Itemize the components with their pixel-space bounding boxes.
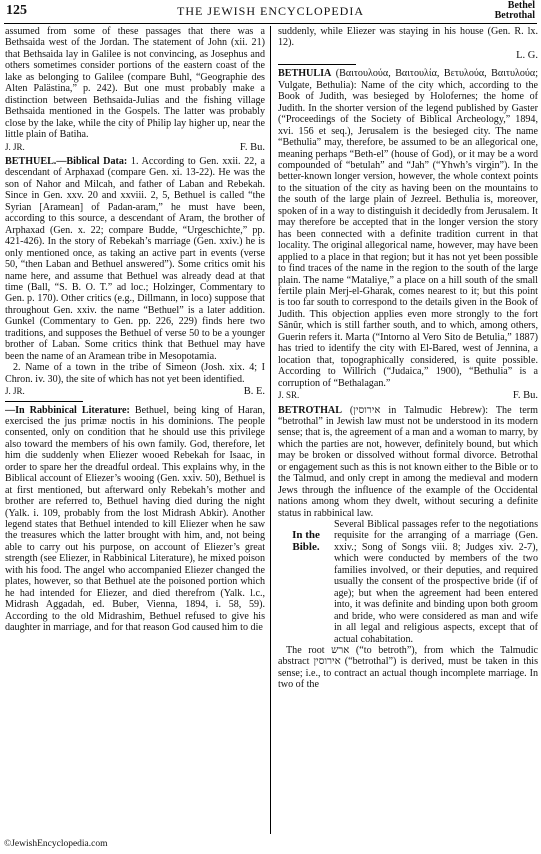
left-column [5, 26, 265, 834]
running-title: THE JEWISH ENCYCLOPEDIA [177, 4, 364, 18]
signature-left: J. SR. [278, 390, 300, 401]
betrothal-entry [278, 405, 538, 520]
signature-right: F. Bu. [512, 390, 538, 402]
signature-left: J. JR. [5, 141, 25, 152]
running-head-last-word: Betrothal [494, 10, 535, 21]
headword-betrothal: BETROTHAL [278, 404, 342, 416]
column-divider [270, 26, 271, 834]
signature-right: L. G. [516, 49, 538, 61]
signature-line [5, 142, 265, 153]
section-separator [278, 64, 356, 65]
headword-bethuel: BETHUEL. [5, 155, 57, 167]
copyright-footer: ©JewishEncyclopedia.com [4, 839, 108, 849]
bethsaida-continuation: assumed from some of these passages that there was a Bethsaida west of the Jordan. The statement of John (xii. 21) that Bethsaida lay in Galilee is not convincing, as Josephus and others sometimes consider portions of the eastern coast of the lake as belonging to Galilee (compare Buhl, “Geographie des Alten Palästina,” p. 242). But one must probably make a distinction between Bethsaida-Julias and the fishing village Bethsaida mentioned in the Gospels. The latter was probably close by the lake, while the city of Philip lay higher up, near the little plain of Batiha. [5, 26, 265, 141]
bethuel-entry [5, 156, 265, 362]
betrothal-paragraph-3: The root ארש (“to betroth”), from which the Talmudic abstract אירוסין (“betrothal”) is derived, must be taken in this sense; i.e., to contract an actual though incomplete marriage. In two of the [278, 645, 538, 691]
bethulia-entry [278, 68, 538, 389]
signature-line [5, 386, 265, 397]
subheading-rabbinical: —In Rabbinical Literature: [5, 404, 130, 416]
bethulia-text: (Βαιτουλούα, Βαιτουλία, Βετυλούα, Βαιτυλούα; Vulgate, Bethulia): Name of the city which, according to the Book of Judith, was besieged by Holofernes; the home of Judith. In the shorter version of the legend published by Gaster (“Proceedings of the Society of Biblical Archeology,” 1894, xvi. 156 et seq.), Jerusalem is the besieged city. The name “Bethulia” may, therefore, be assumed to be an allegorical one, meaning perhaps “Beth-el” (house of God), or it may be a word compounded of “betulah” and “Jah” (“Yhwh’s virgin”). In the better-known longer version, however, the whole context points to the situation of the city as having been on the mountains to the south of the large plain of Jezreel. Bethulia is, moreover, spoken of in a way to distinguish it decidedly from Jerusalem. It may therefore be accepted that in the longer version the story has been connected with a definite tradition current in that locality. The original allegorical name, however, may have been applied to a place in that region; but it has not yet been possible to find traces of the name in the region to the south of the large plain. The name “Mataliye,” a place on a hill south of the small fertile plain Merj-el-Gharak, comes nearest to it; but this point is too far south to correspond to the details given in the Book of Judith. This objection applies even more strongly to the fort Sânûr, which is still farther south, and to which, among others, Guerin refers it. Marta (“Intorno al Vero Sito de Betulia,” 1887) has tried to identify the city with El-Bared, west of Jennina, a location that, topographically considered, is quite possible. According to Willrich (“Judaica,” 1900), “Bethulia” is a corruption of “Bethalagan.” [278, 68, 538, 389]
rabbinical-text: Bethuel, being king of Haran, exercised the jus primæ noctis in his dominions. The people consented, only on condition that he should use this privilege also toward the members of his own family. God, therefore, let him die suddenly when Eliezer wooed Rebekah for Isaac, in order to spare her the dreadful ordeal. This explains why, in the Biblical account of Eliezer’s wooing (Gen. xxiv. 50), Bethuel is at first mentioned, but afterward only Rebekah’s mother and brother are referred to, Bethuel having died during the night (Yalk. i. 109, probably from the lost Midrash Abkir). Another legend states that Bethuel intended to kill Eliezer when he saw the treasures which the latter brought with him, and, not being able to carry out his purpose, on account of Eliezer’s great strength (see Eliezer, in Rabbinical Literature), he mixed poison with his food. The angel who accompanied Eliezer changed the plates, however, so that Bethuel ate the poisoned portion which he had intended for Eliezer, and died therefrom (Yalk. l.c., Midrash Aggadah, ed. Buber, Vienna, 1894, i. 58, 59). According to the old Midrashim, Bethuel refused to give his daughter in marriage, and for that reason God caused him to die [5, 404, 265, 634]
signature-right: B. E. [243, 386, 265, 398]
section-separator [5, 401, 83, 402]
subheading-biblical-data: —Biblical Data: [56, 155, 128, 167]
signature-right: F. Bu. [239, 141, 265, 153]
margin-note-block [278, 519, 538, 645]
running-head-right [495, 1, 535, 21]
right-column [278, 26, 538, 834]
margin-note: In the Bible. [292, 529, 320, 554]
rabbinical-section [5, 405, 265, 634]
betrothal-text: The term “betrothal” in Jewish law must not be understood in its modern sense; that is, the agreement of a man and a woman to marry, by which the parties are not, however, definitely bound, but which may be broken or dissolved without formal divorce. Betrothal or engagement such as this is not known either to the Bible or to the Talmud, and only crept in among the medieval and modern Jews through the influence of the example of the Occidental nations among whom they dwelt, without securing a definite status in rabbinical law. [278, 404, 538, 519]
signature-line [278, 50, 538, 61]
headword-bethulia: BETHULIA [278, 68, 332, 80]
betrothal-hebrew: (אירוסין in Talmudic Hebrew): [341, 404, 489, 416]
running-head-first-word: Bethel [507, 0, 535, 11]
header-rule [4, 23, 537, 24]
betrothal-paragraph-2: Several Biblical passages refer to the negotiations requisite for the arranging of a marriage (Gen. xxiv.; Song of Songs viii. 8; Judges xiv. 2-7), which were conducted by members of the two families involved, or their deputies, and required usually the consent of the prospective bride (if of age); but when the agreement had been entered into, it was definite and binding upon both groom and bride, who were considered as man and wife in all legal and religious aspects, except that of actual cohabitation. [334, 519, 538, 645]
bethuel-continuation: suddenly, while Eliezer was staying in his house (Gen. R. lx. 12). [278, 26, 538, 49]
bethuel-second-sense: 2. Name of a town in the tribe of Simeon (Josh. xix. 4; I Chron. iv. 30), the site of which has not yet been identified. [5, 362, 265, 385]
page-header [6, 2, 535, 22]
page-number: 125 [6, 3, 27, 18]
signature-line [278, 390, 538, 401]
signature-left: J. JR. [5, 386, 25, 397]
bethuel-text: 1. According to Gen. xxii. 22, a descendant of Arphaxad (compare Gen. xi. 13-22). He was the son of Nahor and Milcah, and father of Laban and Rebekah. Since in Gen. xxv. 20 and xxviii. 2, 5, Bethuel is called “the Syrian [Aramean] of Padan-aram,” he must have been, according to this source, a descendant of Aram, the brother of Arphaxad (Gen. x. 22; compare Budde, “Urgeschichte,” pp. 421-426). In the story of Rebekah’s marriage (Gen. xxiv.) he is only mentioned once, as taking an active part in events (verse 50, “then Laban and Bethuel answered”). Some critics omit his name here, and assume that Bethuel was already dead at that time (Ball, “S. B. O. T.” ad loc.; Holzinger, Commentary to Gen. p. 170). Other critics (e.g., Dillmann, in loco) suppose that throughout Gen. xxiv. the name “Bethuel” is a later addition. Gunkel (Commentary to Gen. pp. 226, 229) finds here two traditions, and supposes the Bethuel of verse 50 to be a younger brother of Laban. Some critics think that Bethuel may have been the name of an Aramean tribe in Mesopotamia. [5, 155, 265, 362]
